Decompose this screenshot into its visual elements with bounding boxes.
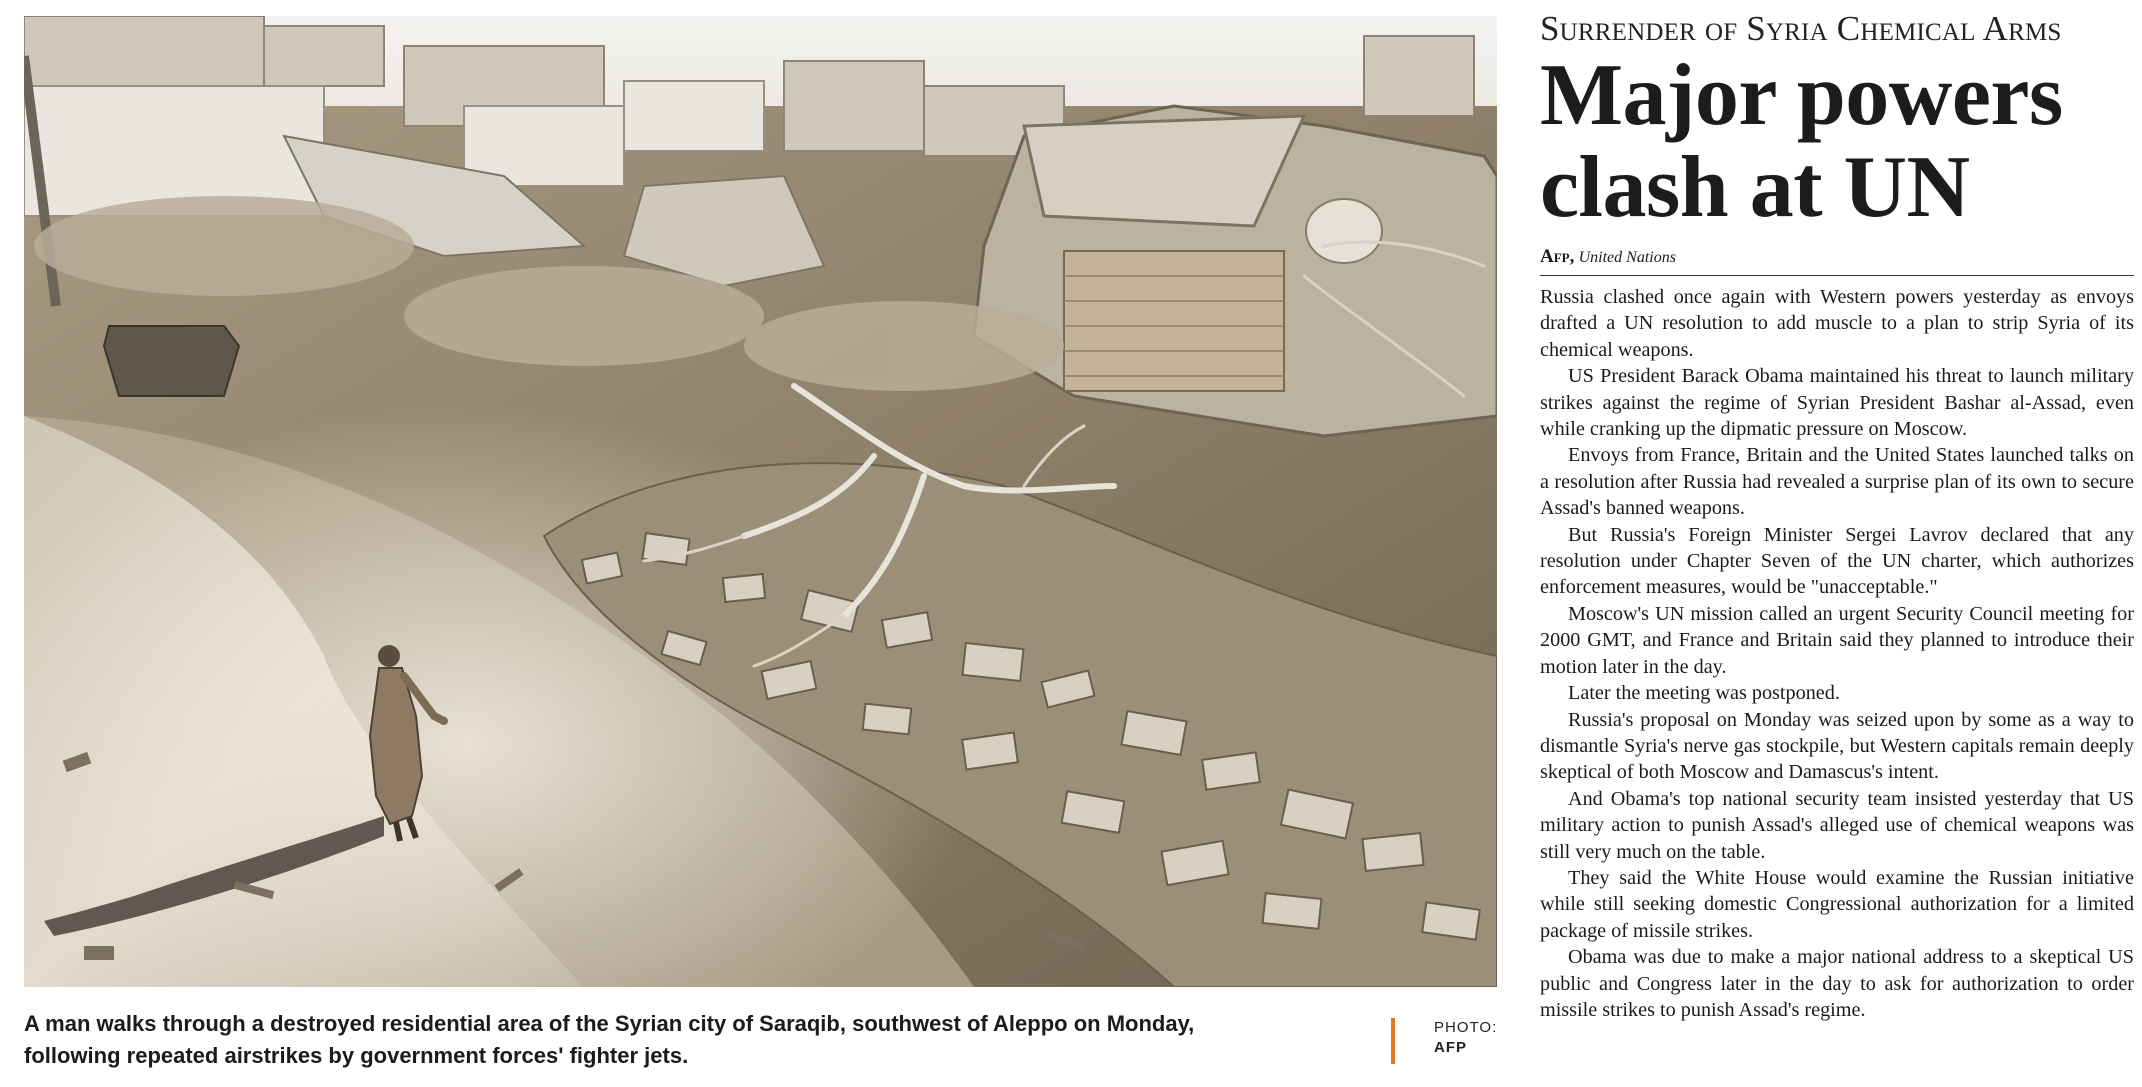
photo-credit xyxy=(1434,1018,1497,1058)
article-byline xyxy=(1540,246,2134,276)
photo-caption xyxy=(24,1008,1284,1072)
article-headline xyxy=(1540,47,2134,236)
byline-agency: Afp, xyxy=(1540,246,1575,267)
paragraph: Russia clashed once again with Western powers yesterday as envoys drafted a UN resolution to add muscle to a plan to strip Syria of its chemical weapons. xyxy=(1540,286,2134,361)
headline-line-1: Major powers xyxy=(1540,47,2063,144)
headline-line-2: clash at UN xyxy=(1540,139,1970,236)
photo-credit-source: AFP xyxy=(1434,1039,1467,1056)
paragraph: Moscow's UN mission called an urgent Security Council meeting for 2000 GMT, and France and Britain said they planned to introduce their motion later in the day. xyxy=(1540,602,2134,678)
paragraph: Obama was due to make a major national address to a skeptical US public and Congress later in the day to ask for authorization to order missile strikes to punish Assad's regime. xyxy=(1540,946,2134,1021)
caption-line-2: following repeated airstrikes by government forces' fighter jets. xyxy=(24,1043,689,1068)
rubble-scene-illustration xyxy=(24,16,1497,987)
article-body xyxy=(1540,284,2134,1023)
article-kicker: Surrender of Syria Chemical Arms xyxy=(1540,9,2062,48)
news-photo xyxy=(24,16,1497,987)
photo-credit-label: PHOTO: xyxy=(1434,1019,1498,1036)
paragraph: US President Barack Obama maintained his threat to launch military strikes against the regime of Syrian President Bashar al-Assad, even while cranking up the dipmatic pressure on Moscow. xyxy=(1540,365,2134,441)
paragraph: They said the White House would examine the Russian initiative while still seeking domestic Congressional authorization for a limited package of missile strikes. xyxy=(1540,866,2134,942)
paragraph: But Russia's Foreign Minister Sergei Lavrov declared that any resolution under Chapter Seven of the UN charter, which authorizes enforcement measures, would be "unacceptable." xyxy=(1540,523,2134,599)
paragraph: Envoys from France, Britain and the United States launched talks on a resolution after Russia had revealed a surprise plan of its own to secure Assad's banned weapons. xyxy=(1540,444,2134,520)
paragraph: Russia's proposal on Monday was seized upon by some as a way to dismantle Syria's nerve gas stockpile, but Western capitals remain deeply skeptical of both Moscow and Damascus's intent. xyxy=(1540,708,2134,784)
paragraph: Later the meeting was postponed. xyxy=(1568,682,1840,705)
article xyxy=(1540,8,2134,1023)
byline-place: United Nations xyxy=(1578,249,1676,266)
paragraph: And Obama's top national security team insisted yesterday that US military action to punish Assad's alleged use of chemical weapons was still very much on the table. xyxy=(1540,787,2134,863)
caption-divider xyxy=(1391,1018,1395,1064)
caption-line-1: A man walks through a destroyed residential area of the Syrian city of Saraqib, southwest of Aleppo on Monday, xyxy=(24,1011,1195,1036)
